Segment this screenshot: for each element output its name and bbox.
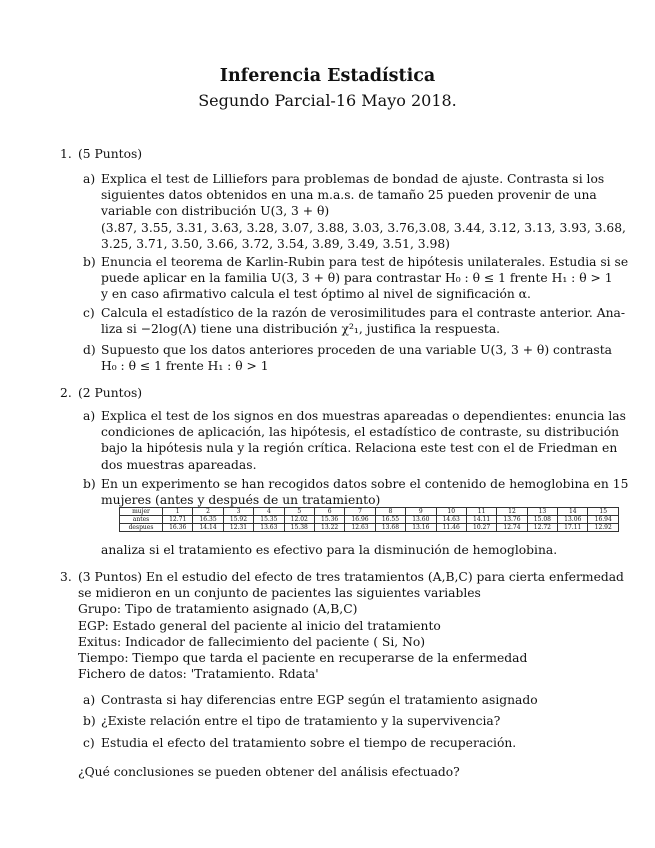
question-number: 1. — [60, 147, 72, 161]
table-cell: 15.08 — [527, 516, 557, 524]
table-cell: 13.68 — [375, 524, 405, 532]
text-line: Tiempo: Tiempo que tarda el paciente en recuperarse de la enfermedad — [78, 651, 528, 666]
part-label: c) — [83, 306, 95, 320]
part-label: d) — [83, 343, 96, 357]
table-cell: 4 — [254, 508, 284, 516]
table-cell: 12 — [497, 508, 527, 516]
text-line: se midieron en un conjunto de pacientes las siguientes variables — [78, 586, 481, 601]
table-cell: 15.36 — [314, 516, 344, 524]
page-title: Inferencia Estadística — [219, 66, 436, 86]
table-cell: 15.38 — [284, 524, 314, 532]
text-line: Calcula el estadístico de la razón de verosimilitudes para el contraste anterior. Ana- — [101, 306, 626, 320]
table-cell: 14.63 — [436, 516, 466, 524]
text-line: (3 Puntos) En el estudio del efecto de tres tratamientos (A,B,C) para cierta enfermedad — [78, 570, 624, 584]
table-cell: 8 — [375, 508, 405, 516]
question-1-part-a — [83, 171, 626, 252]
text-line: Estudia el efecto del tratamiento sobre el tiempo de recuperación. — [101, 736, 517, 750]
question-2-part-b-followup — [101, 542, 579, 558]
table-cell: 15 — [588, 508, 619, 516]
table-cell: 13.22 — [314, 524, 344, 532]
table-cell: despues — [120, 524, 163, 532]
text-line: En un experimento se han recogidos datos sobre el contenido de hemoglobina en 15 — [101, 477, 629, 491]
table-cell: 13.60 — [406, 516, 436, 524]
table-cell: 2 — [193, 508, 223, 516]
table-cell: 12.74 — [497, 524, 527, 532]
text-line: ¿Qué conclusiones se pueden obtener del análisis efectuado? — [78, 765, 460, 779]
table-cell: 10.27 — [466, 524, 496, 532]
table-cell: 12.92 — [588, 524, 619, 532]
part-label: a) — [83, 172, 96, 186]
question-heading: (2 Puntos) — [78, 386, 143, 400]
text-line: Exitus: Indicador de fallecimiento del paciente ( Si, No) — [78, 634, 426, 649]
question-3-part-b — [83, 713, 579, 729]
table-cell: 10 — [436, 508, 466, 516]
text-line: Enuncia el teorema de Karlin-Rubin para test de hipótesis unilaterales. Estudia si se — [101, 255, 629, 269]
question-3-part-a — [83, 692, 579, 708]
text-line: Grupo: Tipo de tratamiento asignado (A,B,C) — [78, 602, 358, 617]
question-3-part-c — [83, 735, 579, 751]
table-cell: antes — [120, 516, 163, 524]
table-cell: 9 — [406, 508, 436, 516]
table-cell: 16.55 — [375, 516, 405, 524]
part-label: a) — [83, 693, 96, 707]
table-cell: 14 — [558, 508, 588, 516]
part-label: b) — [83, 477, 96, 491]
question-2-part-a — [83, 408, 626, 473]
question-2-part-b — [83, 476, 629, 508]
table-cell: 13.06 — [558, 516, 588, 524]
hemoglobin-table — [119, 507, 619, 532]
text-line: liza si −2log(Λ) tiene una distribución χ²₁, justifica la respuesta. — [101, 322, 501, 337]
text-line: ¿Existe relación entre el tipo de tratamiento y la supervivencia? — [101, 714, 501, 728]
text-line: Explica el test de los signos en dos muestras apareadas o dependientes: enuncia las — [101, 409, 626, 423]
table-cell: 16.35 — [193, 516, 223, 524]
text-line: y en caso afirmativo calcula el test óptimo al nivel de significación α. — [101, 287, 531, 302]
text-line: variable con distribución U(3, 3 + θ) — [101, 204, 330, 219]
table-cell: 12.72 — [527, 524, 557, 532]
text-line: 3.25, 3.71, 3.50, 3.66, 3.72, 3.54, 3.89, 3.49, 3.51, 3.98) — [101, 236, 450, 251]
table-cell: 16.36 — [163, 524, 193, 532]
text-line: Supuesto que los datos anteriores proceden de una variable U(3, 3 + θ) contrasta — [101, 343, 612, 357]
table-cell: 13 — [527, 508, 557, 516]
question-number: 3. — [60, 570, 72, 584]
text-line: dos muestras apareadas. — [101, 457, 257, 472]
text-line: siguientes datos obtenidos en una m.a.s. de tamaño 25 pueden provenir de una — [101, 188, 597, 203]
table-cell: 17.11 — [558, 524, 588, 532]
question-2 — [60, 385, 578, 401]
text-line: Contrasta si hay diferencias entre EGP según el tratamiento asignado — [101, 693, 538, 707]
question-heading: (5 Puntos) — [78, 147, 143, 161]
text-line: mujeres (antes y después de un tratamiento) — [101, 493, 381, 508]
table-cell: 11.46 — [436, 524, 466, 532]
table-cell: 16.96 — [345, 516, 375, 524]
part-label: a) — [83, 409, 96, 423]
part-label: c) — [83, 736, 95, 750]
text-line: H₀ : θ ≤ 1 frente H₁ : θ > 1 — [101, 359, 269, 374]
table-cell: 12.31 — [223, 524, 253, 532]
table-row — [120, 524, 619, 532]
question-1-part-b — [83, 254, 629, 303]
question-1-part-d — [83, 342, 612, 374]
question-1 — [60, 146, 578, 162]
question-1-part-c — [83, 305, 626, 337]
text-line: Fichero de datos: 'Tratamiento. Rdata' — [78, 667, 319, 682]
table-cell: 15.92 — [223, 516, 253, 524]
text-line: puede aplicar en la familia U(3, 3 + θ) para contrastar H₀ : θ ≤ 1 frente H₁ : θ > 1 — [101, 271, 613, 286]
table-cell: 14.14 — [193, 524, 223, 532]
text-line: (3.87, 3.55, 3.31, 3.63, 3.28, 3.07, 3.88, 3.03, 3.76,3.08, 3.44, 3.12, 3.13, 3.93, 3.68, — [101, 220, 626, 235]
text-line: condiciones de aplicación, las hipótesis, el estadístico de contraste, su distribución — [101, 425, 620, 440]
question-3 — [60, 569, 624, 682]
table-cell: 12.63 — [345, 524, 375, 532]
table-cell: 6 — [314, 508, 344, 516]
closing-question — [78, 764, 578, 780]
table-cell: 11 — [466, 508, 496, 516]
table-cell: mujer — [120, 508, 163, 516]
question-number: 2. — [60, 386, 72, 400]
table-cell: 1 — [163, 508, 193, 516]
table-cell: 5 — [284, 508, 314, 516]
page-subtitle: Segundo Parcial-16 Mayo 2018. — [198, 91, 457, 110]
table-cell: 3 — [223, 508, 253, 516]
table-cell: 14.11 — [466, 516, 496, 524]
table-cell: 13.76 — [497, 516, 527, 524]
part-label: b) — [83, 255, 96, 269]
text-line: analiza si el tratamiento es efectivo para la disminución de hemoglobina. — [101, 543, 558, 557]
table-header-row — [120, 508, 619, 516]
table-cell: 13.16 — [406, 524, 436, 532]
text-line: bajo la hipótesis nula y la región crítica. Relaciona este test con el de Friedman en — [101, 441, 618, 456]
table-cell: 12.02 — [284, 516, 314, 524]
table-cell: 7 — [345, 508, 375, 516]
part-label: b) — [83, 714, 96, 728]
table-cell: 13.63 — [254, 524, 284, 532]
text-line: Explica el test de Lilliefors para problemas de bondad de ajuste. Contrasta si los — [101, 172, 605, 186]
table-cell: 15.35 — [254, 516, 284, 524]
table-cell: 12.71 — [163, 516, 193, 524]
table-cell: 16.94 — [588, 516, 619, 524]
text-line: EGP: Estado general del paciente al inicio del tratamiento — [78, 618, 441, 633]
table-row — [120, 516, 619, 524]
